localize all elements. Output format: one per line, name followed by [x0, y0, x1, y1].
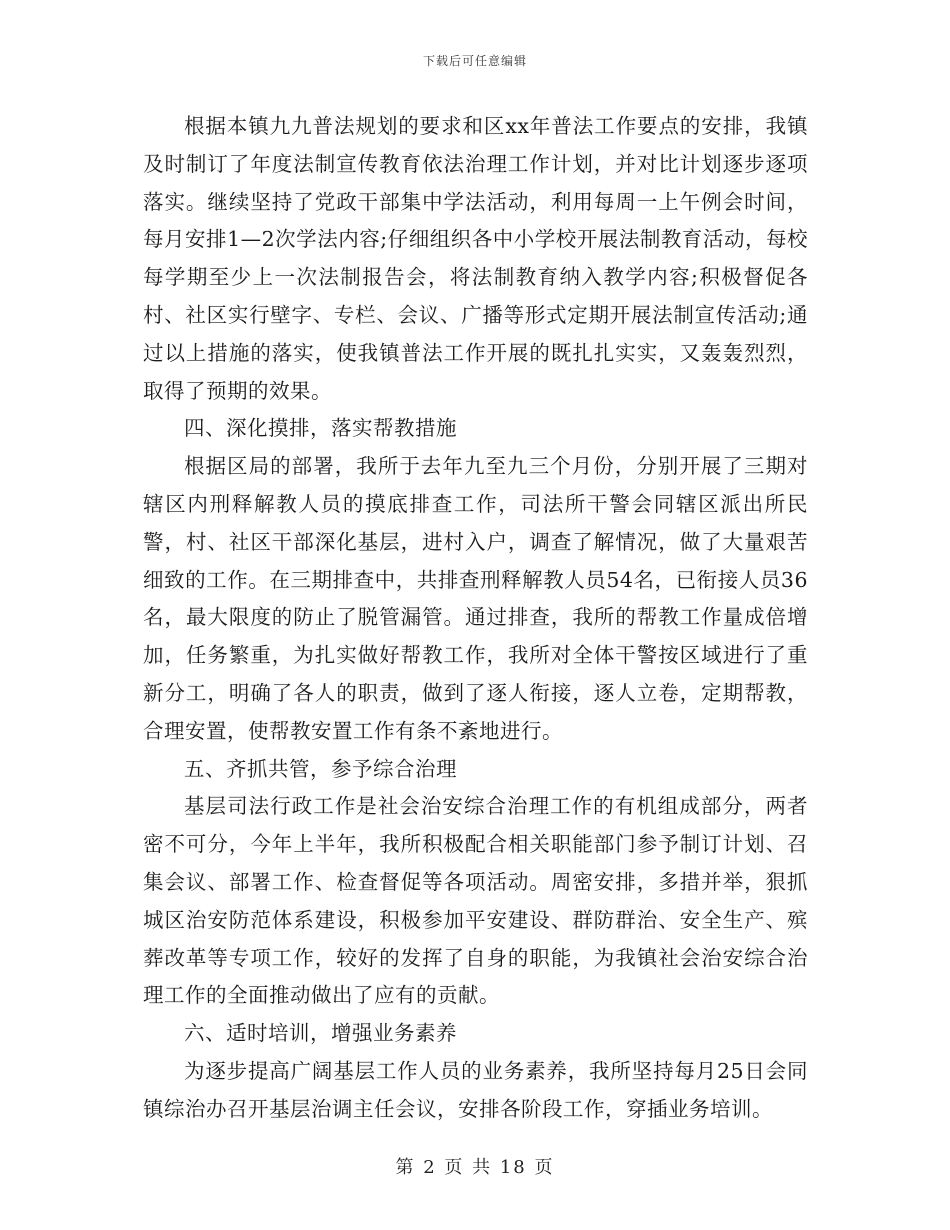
paragraph-assistance: 根据区局的部署，我所于去年九至九三个月份，分别开展了三期对辖区内刑释解教人员的摸底排查工作，司法所干警会同辖区派出所民警，村、社区干部深化基层，进村入户，调查了解情况，做了大量艰苦细致的工作。在三期排查中，共排查刑释解教人员54名，已衔接人员36名，最大限度的防止了脱管漏管。通过排查，我所的帮教工作量成倍增加，任务繁重，为扎实做好帮教工作，我所对全体干警按区域进行了重新分工，明确了各人的职责，做到了逐人衔接，逐人立卷，定期帮教，合理安置，使帮教安置工作有条不紊地进行。	[143, 454, 808, 743]
paragraph-training: 为逐步提高广阔基层工作人员的业务素养，我所坚持每月25日会同镇综治办召开基层治调主任会议，安排各阶段工作，穿插业务培训。	[143, 1058, 808, 1121]
section-heading-5: 五、齐抓共管，参予综合治理	[184, 756, 457, 781]
page-number: 第 2 页 共 18 页	[395, 1157, 555, 1178]
paragraph-comprehensive-governance: 基层司法行政工作是社会治安综合治理工作的有机组成部分，两者密不可分，今年上半年，我所积极配合相关职能部门参予制订计划、召集会议、部署工作、检查督促等各项活动。周密安排，多措并举，狠抓城区治安防范体系建设，积极参加平安建设、群防群治、安全生产、殡葬改革等专项工作，较好的发挥了自身的职能，为我镇社会治安综合治理工作的全面推动做出了应有的贡献。	[143, 794, 808, 1008]
section-heading-6: 六、适时培训，增强业务素养	[184, 1021, 457, 1046]
paragraph-law-education: 根据本镇九九普法规划的要求和区xx年普法工作要点的安排，我镇及时制订了年度法制宣传教育依法治理工作计划，并对比计划逐步逐项落实。继续坚持了党政干部集中学法活动，利用每周一上午例会时间，每月安排1—2次学法内容;仔细组织各中小学校开展法制教育活动，每校每学期至少上一次法制报告会，将法制教育纳入教学内容;积极督促各村、社区实行壁字、专栏、会议、广播等形式定期开展法制宣传活动;通过以上措施的落实，使我镇普法工作开展的既扎扎实实，又轰轰烈烈，取得了预期的效果。	[143, 114, 808, 403]
page-header-note: 下载后可任意编辑	[422, 54, 527, 68]
section-heading-4: 四、深化摸排，落实帮教措施	[184, 416, 457, 441]
document-body	[143, 108, 808, 1129]
